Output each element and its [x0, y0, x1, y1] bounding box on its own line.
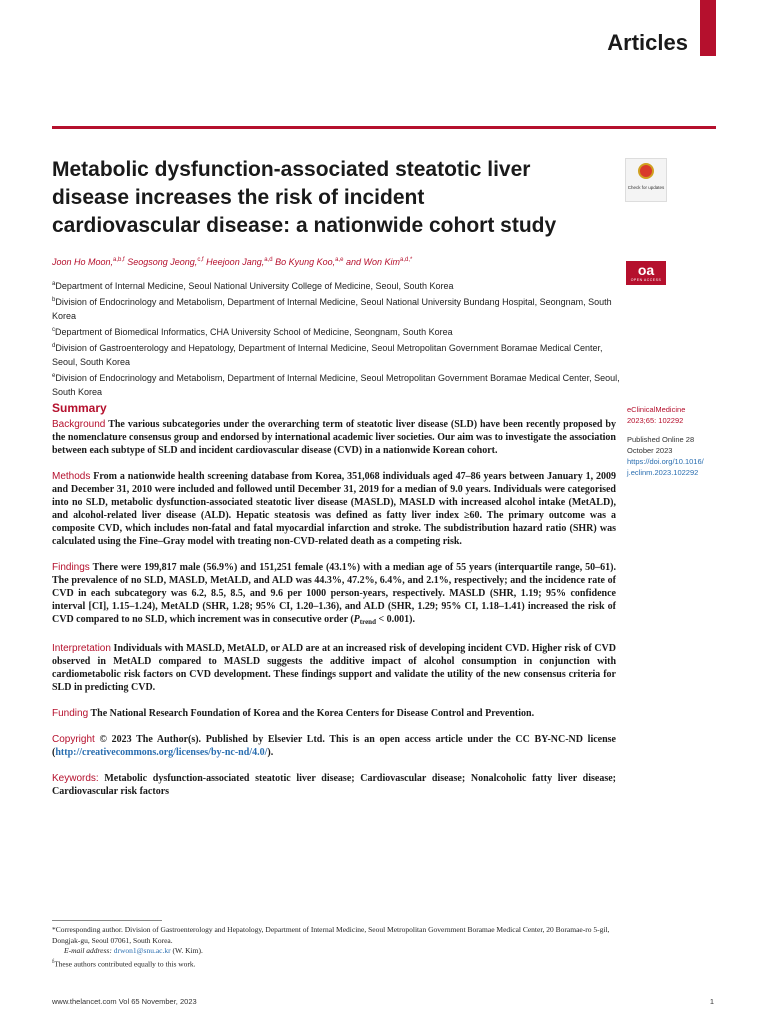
background-label: Background — [52, 419, 106, 430]
interpretation-label: Interpretation — [52, 643, 111, 654]
page-number: 1 — [709, 997, 714, 1006]
open-access-icon: oa — [637, 262, 655, 278]
affiliation: $^a$Department of Internal Medicine, Seoul National University College of Medicine, Seoul, South Korea — [52, 281, 454, 291]
affiliations — [52, 277, 622, 399]
abstract-body — [52, 418, 616, 811]
keywords-label: Keywords: — [52, 773, 99, 784]
abstract-methods: Methods From a nationwide health screening database from Korea, 351,068 individuals aged 47–86 years between January 1, 2009 and December 31, 2010 were included and followed until December 31, 2019 for a median of 9.0 years. Individuals were categorised into no SLD, metabolic dysfunction-associated steatotic liver disease (MASLD), MASLD with increased alcohol intake (MetALD), and alcohol-related liver disease (ALD). Hepatic steatosis was defined as fatty liver index ≥60. The primary outcome was a composite CVD, which includes non-fatal and fatal myocardial infarction and stroke. The subdistribution hazard ratio (SHR) was calculated using the Fine–Gray model with treating non-CVD-related death as a competing risk. — [52, 471, 617, 547]
abstract-findings: Findings There were 199,817 male (56.9%) and 151,251 female (43.1%) with a median age of 55 years (interquartile range, 50–61). The prevalence of no SLD, MASLD, MetALD, and ALD was 44.3%, 47.2%, 6.4%, and 2.1%, respectively; and the incidence rate of CVD in each subcategory was 6.2, 8.5, 8.5, and 9.6 per 1000 person-years, respectively. MASLD (SHR, 1.19; 95% confidence interval [CI], 1.15–1.24), MetALD (SHR, 1.28; 95% CI, 1.20–1.36), and ALD (SHR, 1.29; 95% CI, 1.18–1.41) increased the risk of CVD compared to no SLD, which increment was in consecutive order $(P_{trend} < 0.001)$. — [52, 562, 616, 626]
section-color-tab — [700, 0, 716, 56]
affiliation: $^e$Division of Endocrinology and Metabolism, Department of Internal Medicine, Seoul Metropolitan Government Boramae Medical Center, Seoul, South Korea — [52, 373, 620, 397]
affiliation: $^b$Division of Endocrinology and Metabolism, Department of Internal Medicine, Seoul National University Bundang Hospital, Seongnam, South Korea — [52, 297, 612, 321]
author-link[interactable]: Heejoon Jang,$^{a,d}$ — [206, 257, 273, 267]
check-for-updates-badge[interactable] — [625, 158, 667, 202]
affiliation: $^d$Division of Gastroenterology and Hepatology, Department of Internal Medicine, Seoul Metropolitan Government Boramae Medical Center, Seoul, South Korea — [52, 343, 603, 367]
header-rule — [52, 126, 716, 129]
author-link[interactable]: Bo Kyung Koo,$^{a,e}$ — [275, 257, 344, 267]
section-label: Articles — [607, 30, 688, 55]
article-title: Metabolic dysfunction-associated steatotic liver disease increases the risk of incident cardiovascular disease: a nationwide cohort study — [52, 158, 557, 237]
author-link[interactable]: and Won Kim$^{a,d,*}$ — [345, 257, 413, 267]
license-link[interactable]: http://creativecommons.org/licenses/by-nc-nd/4.0/ — [55, 747, 268, 758]
author-link[interactable]: Seogsong Jeong,$^{c,f}$ — [127, 257, 204, 267]
methods-label: Methods — [52, 471, 91, 482]
footer-journal-info: www.thelancet.com Vol 65 November, 2023 — [52, 997, 197, 1006]
author-list — [52, 254, 592, 269]
footnote-rule — [52, 920, 162, 921]
summary-heading: Summary — [52, 401, 107, 415]
published-date: Published Online 28 October 2023 — [627, 435, 695, 455]
open-access-label: OPEN ACCESS — [630, 278, 662, 282]
email-link[interactable]: drwon1@snu.ac.kr — [113, 946, 171, 955]
corresponding-author-note: *Corresponding author. Division of Gastroenterology and Hepatology, Department of Internal Medicine, Seoul Metropolitan Government Boramae Medical Center, 20 Boramae-ro 5-gil, Dongjak-gu, Seoul 07061, South Korea. — [52, 925, 610, 945]
equal-contribution-note: $^f$These authors contributed equally to this work. — [52, 957, 196, 968]
author-link[interactable]: Joon Ho Moon,$^{a,b,f}$ — [52, 257, 125, 267]
journal-volume: 2023;65: 102292 — [627, 416, 684, 425]
check-updates-label: Check for updates — [627, 185, 665, 190]
abstract-funding: Funding The National Research Foundation of Korea and the Korea Centers for Disease Control and Prevention. — [52, 708, 535, 719]
findings-label: Findings — [52, 562, 90, 573]
check-updates-icon — [638, 163, 654, 179]
abstract-keywords: Keywords: Metabolic dysfunction-associated steatotic liver disease; Cardiovascular disease; Nonalcoholic fatty liver disease; Cardiovascular risk factors — [52, 773, 616, 797]
article-sidebar — [627, 404, 707, 478]
abstract-copyright: Copyright © 2023 The Author(s). Published by Elsevier Ltd. This is an open access article under the CC BY-NC-ND license (http://creativecommons.org/licenses/by-nc-nd/4.0/). — [52, 734, 616, 758]
email-note: E-mail address: drwon1@snu.ac.kr (W. Kim). — [64, 946, 203, 955]
open-access-badge — [626, 261, 666, 285]
affiliation: $^c$Department of Biomedical Informatics, CHA University School of Medicine, Seongnam, South Korea — [52, 327, 453, 337]
funding-label: Funding — [52, 708, 89, 719]
copyright-label: Copyright — [52, 734, 95, 745]
abstract-interpretation: Interpretation Individuals with MASLD, MetALD, or ALD are at an increased risk of developing incident CVD. Higher risk of CVD observed in MetALD compared to MASLD suggests the additive impact of alcohol consumption in conjunction with cardiometabolic risk factors on CVD development. These findings support and validate the utility of the new consensus criteria for SLD in predicting CVD. — [52, 643, 616, 693]
footnotes — [52, 925, 616, 970]
doi-link[interactable]: https://doi.org/10.1016/j.eclinm.2023.102292 — [627, 457, 704, 477]
abstract-background: Background The various subcategories under the overarching term of steatotic liver disease (SLD) have been recently proposed by the nomenclature consensus group and endorsed by international academic liver societies. Our aim was to investigate the association between each subtype of SLD and incident cardiovascular disease (CVD) in a nationwide Korean cohort. — [52, 419, 616, 456]
journal-name: eClinicalMedicine — [627, 405, 686, 414]
